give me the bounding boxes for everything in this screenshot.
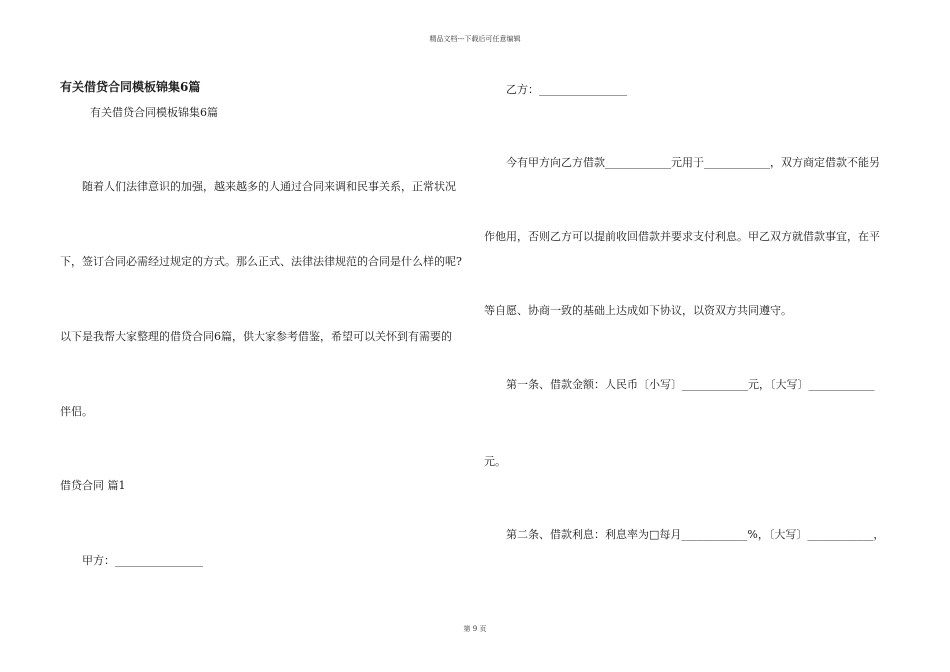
- section-title: 借贷合同 篇1: [60, 479, 126, 492]
- page-header: 精品文档---下载后可任意编辑: [429, 35, 521, 43]
- paragraph-line: 今有甲方向乙方借款____________元用于____________，双方商定借款不能另: [506, 156, 880, 169]
- document-title: 有关借贷合同模板锦集6篇: [60, 80, 201, 94]
- clause-line: 元。: [484, 455, 506, 468]
- paragraph-line: 下，签订合同必需经过规定的方式。那么正式、法律法律规范的合同是什么样的呢?: [60, 255, 462, 268]
- paragraph-line: 以下是我帮大家整理的借贷合同6篇，供大家参考借鉴，希望可以关怀到有需要的: [60, 330, 452, 343]
- clause-line: 第二条、借款利息：利息率为□每月____________%，〔大写〕____________，: [506, 528, 885, 541]
- document-subtitle: 有关借贷合同模板锦集6篇: [90, 106, 218, 119]
- paragraph-line: 伴侣。: [60, 405, 93, 418]
- clause-line: 第一条、借款金额：人民币〔小写〕____________元，〔大写〕____________: [506, 378, 875, 391]
- page-footer: 第 9 页: [463, 625, 487, 633]
- party-a-field: 甲方：________________: [82, 554, 203, 567]
- party-b-field: 乙方：________________: [506, 83, 627, 96]
- paragraph-line: 作他用，否则乙方可以提前收回借款并要求支付利息。甲乙双方就借款事宜，在平: [484, 230, 880, 243]
- paragraph-line: 等自愿、协商一致的基础上达成如下协议，以资双方共同遵守。: [484, 304, 792, 317]
- paragraph-line: 随着人们法律意识的加强，越来越多的人通过合同来调和民事关系，正常状况: [82, 180, 456, 193]
